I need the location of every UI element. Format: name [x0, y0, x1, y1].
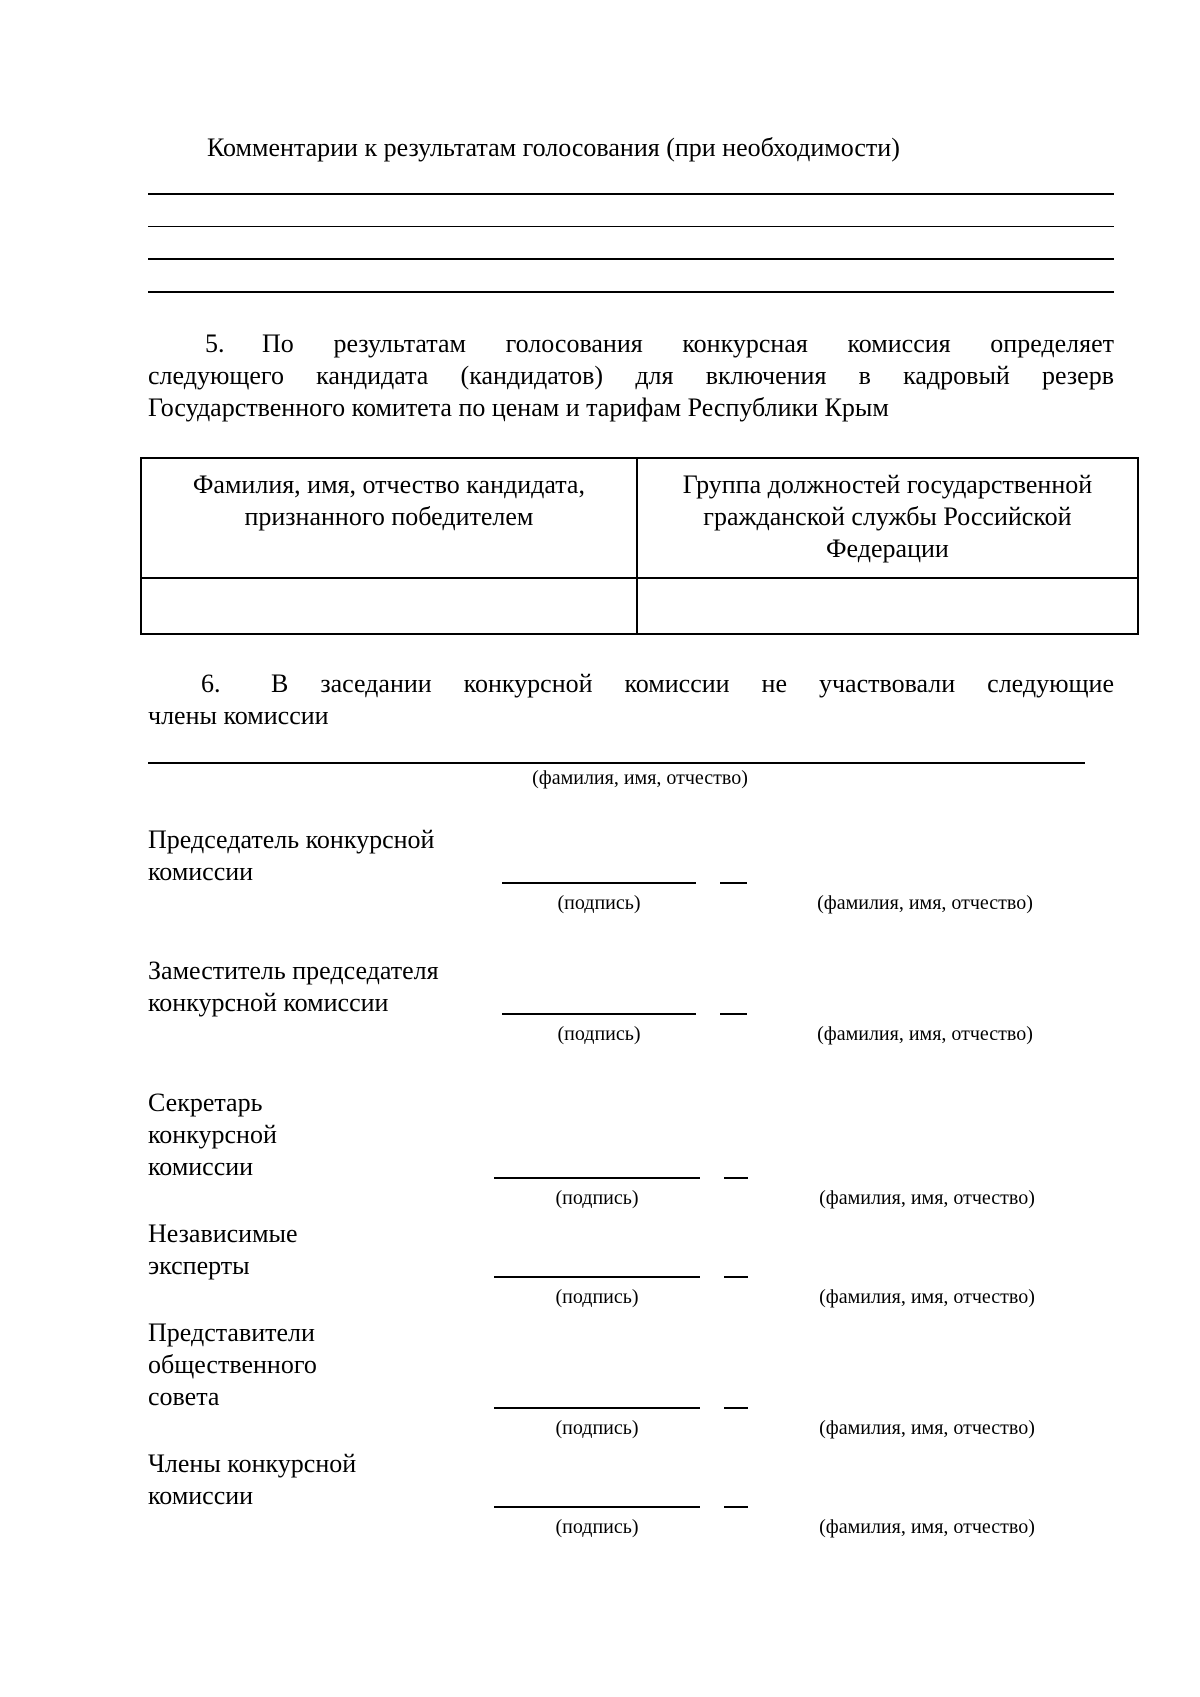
- dash-members: [724, 1506, 748, 1508]
- comment-line-1: [148, 193, 1114, 195]
- role-members: Члены конкурсной комиссии: [148, 1449, 357, 1510]
- name-caption-secretary: (фамилия, имя, отчество): [819, 1187, 1035, 1209]
- signature-caption-deputy: (подпись): [557, 1023, 641, 1045]
- comments-heading: Комментарии к результатам голосования (при необходимости): [207, 133, 900, 162]
- dash-deputy: [720, 1013, 747, 1015]
- section5-line-1: [148, 328, 1114, 360]
- dash-secretary: [724, 1177, 748, 1179]
- section6-number: 6.: [201, 669, 221, 698]
- section6-line-1-text: В заседании конкурсной комиссии не участвовали следующие: [271, 669, 1114, 698]
- dash-experts: [724, 1276, 748, 1278]
- comment-line-2: [148, 226, 1114, 227]
- section6-line-1: [148, 668, 1114, 700]
- table-header-row: [141, 458, 1138, 578]
- name-caption-experts: (фамилия, имя, отчество): [819, 1286, 1035, 1308]
- role-secretary: Секретарь конкурсной комиссии: [148, 1088, 277, 1181]
- name-caption-members: (фамилия, имя, отчество): [819, 1516, 1035, 1538]
- comment-line-4: [148, 291, 1114, 293]
- absent-members-line[interactable]: [148, 762, 1085, 764]
- table-row: [141, 578, 1138, 634]
- section5-number: 5.: [205, 329, 225, 358]
- section6-paragraph: [148, 668, 1114, 732]
- table-header-group: Группа должностей государственной гражданской службы Российской Федерации: [637, 458, 1138, 578]
- name-caption-deputy: (фамилия, имя, отчество): [817, 1023, 1033, 1045]
- table-header-name: Фамилия, имя, отчество кандидата, признанного победителем: [141, 458, 637, 578]
- role-deputy: Заместитель председателя конкурсной комиссии: [148, 956, 439, 1017]
- name-caption-chairman: (фамилия, имя, отчество): [817, 892, 1033, 914]
- role-public-council: Представители общественного совета: [148, 1318, 317, 1411]
- table-cell-name[interactable]: [141, 578, 637, 634]
- dash-public-council: [724, 1407, 748, 1409]
- signature-line-deputy[interactable]: [502, 1013, 696, 1015]
- signature-line-public-council[interactable]: [494, 1407, 700, 1409]
- section6-line-2: члены комиссии: [148, 701, 329, 730]
- table-cell-group[interactable]: [637, 578, 1138, 634]
- role-experts: Независимые эксперты: [148, 1219, 298, 1280]
- signature-line-experts[interactable]: [494, 1276, 700, 1278]
- absent-members-caption: (фамилия, имя, отчество): [532, 767, 748, 789]
- section5-line-2: следующего кандидата (кандидатов) для включения в кадровый резерв: [148, 361, 1114, 390]
- dash-chairman: [720, 882, 747, 884]
- winners-table: [140, 457, 1139, 635]
- signature-caption-secretary: (подпись): [555, 1187, 639, 1209]
- name-caption-public-council: (фамилия, имя, отчество): [819, 1417, 1035, 1439]
- signature-caption-public-council: (подпись): [555, 1417, 639, 1439]
- signature-line-secretary[interactable]: [494, 1177, 700, 1179]
- section5-paragraph: [148, 328, 1114, 424]
- signature-caption-experts: (подпись): [555, 1286, 639, 1308]
- comment-line-3: [148, 258, 1114, 260]
- signature-line-members[interactable]: [494, 1506, 700, 1508]
- section5-line-3: Государственного комитета по ценам и тарифам Республики Крым: [148, 393, 889, 422]
- signature-line-chairman[interactable]: [502, 882, 696, 884]
- signature-caption-chairman: (подпись): [557, 892, 641, 914]
- role-chairman: Председатель конкурсной комиссии: [148, 825, 435, 886]
- signature-caption-members: (подпись): [555, 1516, 639, 1538]
- section5-line-1-text: По результатам голосования конкурсная комиссия определяет: [262, 329, 1114, 358]
